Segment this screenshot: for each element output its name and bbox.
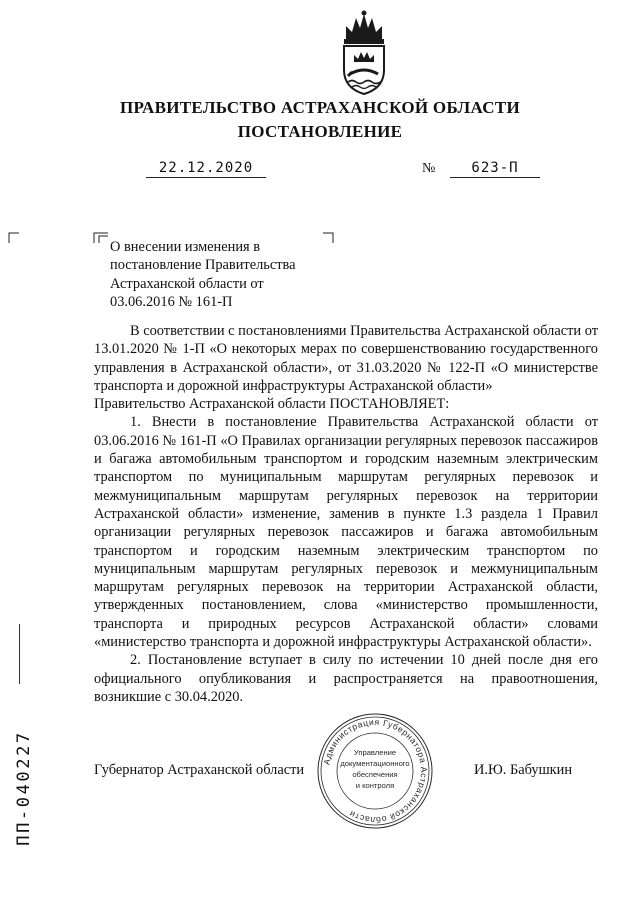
document-number: 623-П bbox=[450, 160, 540, 178]
corner-bracket-icon bbox=[8, 232, 20, 244]
paragraph-resolves: Правительство Астраханской области ПОСТАНОВЛЯЕТ: bbox=[94, 396, 450, 413]
paragraph-item-2: 2. Постановление вступает в силу по истечении 10 дней после дня его официального опубликования и распространяется на правоотношения, возникшие с 30.04.2020. bbox=[94, 652, 598, 705]
document-subject: О внесении изменения в постановление Правительства Астраханской области от 03.06.2016 № 161-П bbox=[110, 239, 296, 310]
stamp-line-1: Управление bbox=[353, 748, 397, 757]
form-serial-number: ПП-040227 bbox=[13, 730, 34, 846]
government-title: ПРАВИТЕЛЬСТВО АСТРАХАНСКОЙ ОБЛАСТИ bbox=[120, 98, 520, 117]
document-type: ПОСТАНОВЛЕНИЕ bbox=[237, 122, 403, 141]
official-stamp bbox=[316, 712, 434, 830]
paragraph-preamble: В соответствии с постановлениями Правительства Астраханской области от 13.01.2020 № 1-П «О некоторых мерах по совершенствованию государственного управления в Астраханской области», от 31.03.2020 № 122-П «О министерстве транспорта и дорожной инфраструктуры Астраханской области» bbox=[94, 323, 598, 394]
stamp-line-2: документационного bbox=[340, 759, 410, 768]
stamp-line-4: и контроля bbox=[355, 781, 395, 790]
margin-mark bbox=[19, 624, 20, 684]
signatory-role: Губернатор Астраханской области bbox=[94, 762, 305, 778]
stamp-line-3: обеспечения bbox=[352, 770, 398, 779]
stamp-ring-text: Администрация Губернатора Астраханской области bbox=[321, 716, 430, 826]
corner-bracket-icon bbox=[93, 232, 109, 244]
coat-of-arms-icon bbox=[332, 10, 396, 96]
signatory-name: И.Ю. Бабушкин bbox=[474, 762, 573, 778]
document-date: 22.12.2020 bbox=[146, 160, 266, 178]
paragraph-item-1: 1. Внести в постановление Правительства Астраханской области от 03.06.2016 № 161-П «О Правилах организации регулярных перевозок пассажиров и багажа автомобильным транспортом и городским наземным электрическим транспортом по муниципальным маршрутам регулярных перевозок и межмуниципальным маршрутам регулярных перевозок на территории Астраханской области» изменение, заменив в пункте 1.3 раздела 1 Правил организации регулярных перевозок пассажиров и багажа автомобильным транспортом и городским наземным электрическим транспортом по муниципальным маршрутам регулярных перевозок и межмуниципальным маршрутам регулярных перевозок на территории Астраханской области, утвержденных постановлением, слова «министерство промышленности, транспорта и природных ресурсов Астраханской области» словами «министерство транспорта и дорожной инфраструктуры Астраханской области». bbox=[94, 414, 598, 651]
document-body bbox=[94, 322, 598, 706]
number-sign: № bbox=[422, 161, 436, 176]
